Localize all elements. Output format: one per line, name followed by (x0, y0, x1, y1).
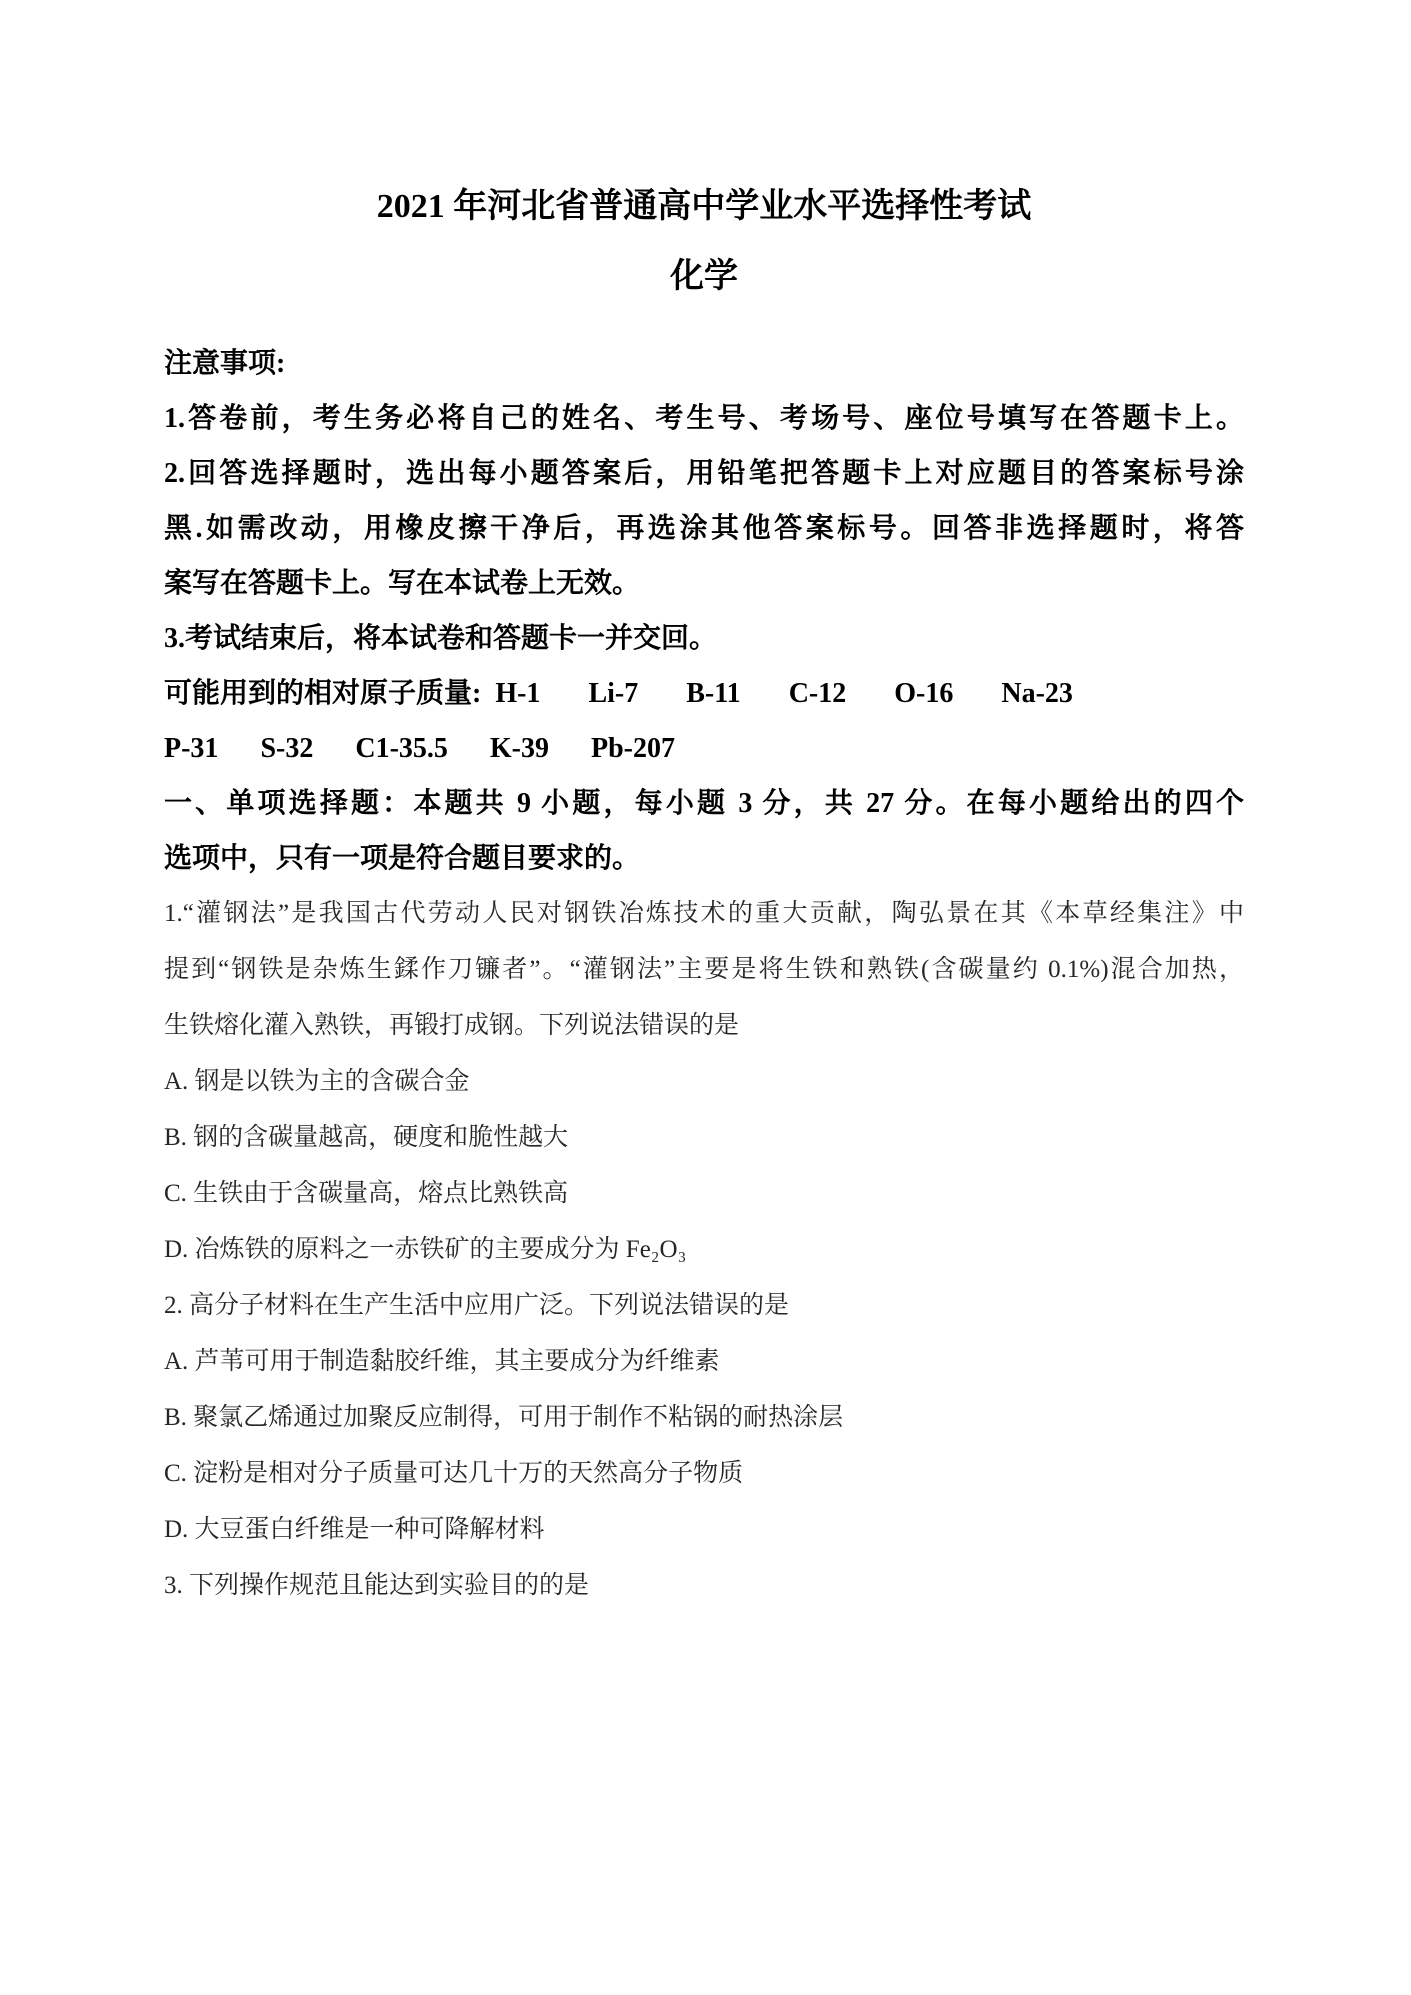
atomic-masses-row-2 (164, 721, 1244, 776)
question-2 (164, 1278, 1244, 1558)
notice-line: 1.答卷前，考生务必将自己的姓名、考生号、考场号、座位号填写在答题卡上。 (164, 403, 1244, 434)
question-stem-line: 2. 高分子材料在生产生活中应用广泛。下列说法错误的是 (164, 1292, 790, 1319)
option-line: A. 芦苇可用于制造黏胶纤维，其主要成分为纤维素 (164, 1348, 720, 1375)
question-stem-line: 1.“灌钢法”是我国古代劳动人民对钢铁冶炼技术的重大贡献，陶弘景在其《本草经集注》中 (164, 900, 1244, 927)
atomic-masses-label: 可能用到的相对原子质量: (164, 678, 482, 709)
option-line: D. 冶炼铁的原料之一赤铁矿的主要成分为 Fe₂O₃ (164, 1236, 687, 1263)
atomic-mass-item: S-32 (260, 733, 314, 764)
notice-section (164, 336, 1244, 666)
option-line: C. 淀粉是相对分子质量可达几十万的天然高分子物质 (164, 1460, 744, 1487)
option-line: C. 生铁由于含碳量高，熔点比熟铁高 (164, 1180, 569, 1207)
atomic-mass-item: O-16 (894, 678, 954, 709)
atomic-mass-item: C1-35.5 (355, 733, 448, 764)
question-stem-line: 生铁熔化灌入熟铁，再锻打成钢。下列说法错误的是 (164, 1012, 740, 1039)
atomic-masses-row-1 (164, 666, 1244, 721)
atomic-mass-item: Pb-207 (591, 733, 675, 764)
question-1 (164, 886, 1244, 1278)
exam-title: 2021 年河北省普通高中学业水平选择性考试 (376, 188, 1032, 225)
notice-line: 2.回答选择题时，选出每小题答案后，用铅笔把答题卡上对应题目的答案标号涂 (164, 458, 1244, 489)
notice-line: 3.考试结束后，将本试卷和答题卡一并交回。 (164, 623, 718, 654)
option-line: B. 聚氯乙烯通过加聚反应制得，可用于制作不粘锅的耐热涂层 (164, 1404, 844, 1431)
question-stem-line: 提到“钢铁是杂炼生鍒作刀镰者”。“灌钢法”主要是将生铁和熟铁(含碳量约 0.1%)混合加热， (164, 956, 1244, 983)
notice-line: 黑.如需改动，用橡皮擦干净后，再选涂其他答案标号。回答非选择题时，将答 (164, 513, 1244, 544)
atomic-mass-item: P-31 (164, 733, 219, 764)
atomic-mass-item: K-39 (489, 733, 549, 764)
question-stem-line: 3. 下列操作规范且能达到实验目的的是 (164, 1572, 590, 1599)
exam-paper-content (164, 186, 1244, 1614)
notice-heading: 注意事项: (164, 348, 286, 379)
exam-subject: 化学 (670, 258, 738, 295)
atomic-mass-item: Li-7 (588, 678, 639, 709)
option-line: B. 钢的含碳量越高，硬度和脆性越大 (164, 1124, 569, 1151)
option-line: A. 钢是以铁为主的含碳合金 (164, 1068, 470, 1095)
atomic-mass-item: Na-23 (1001, 678, 1073, 709)
option-line: D. 大豆蛋白纤维是一种可降解材料 (164, 1516, 545, 1543)
question-3 (164, 1558, 1244, 1614)
notice-line: 案写在答题卡上。写在本试卷上无效。 (164, 568, 641, 599)
atomic-mass-item: H-1 (495, 678, 541, 709)
atomic-mass-item: B-11 (686, 678, 741, 709)
atomic-mass-item: C-12 (788, 678, 847, 709)
section-heading-line: 一、单项选择题：本题共 9 小题，每小题 3 分，共 27 分。在每小题给出的四个 (164, 788, 1244, 819)
section-heading-line: 选项中，只有一项是符合题目要求的。 (164, 843, 641, 874)
